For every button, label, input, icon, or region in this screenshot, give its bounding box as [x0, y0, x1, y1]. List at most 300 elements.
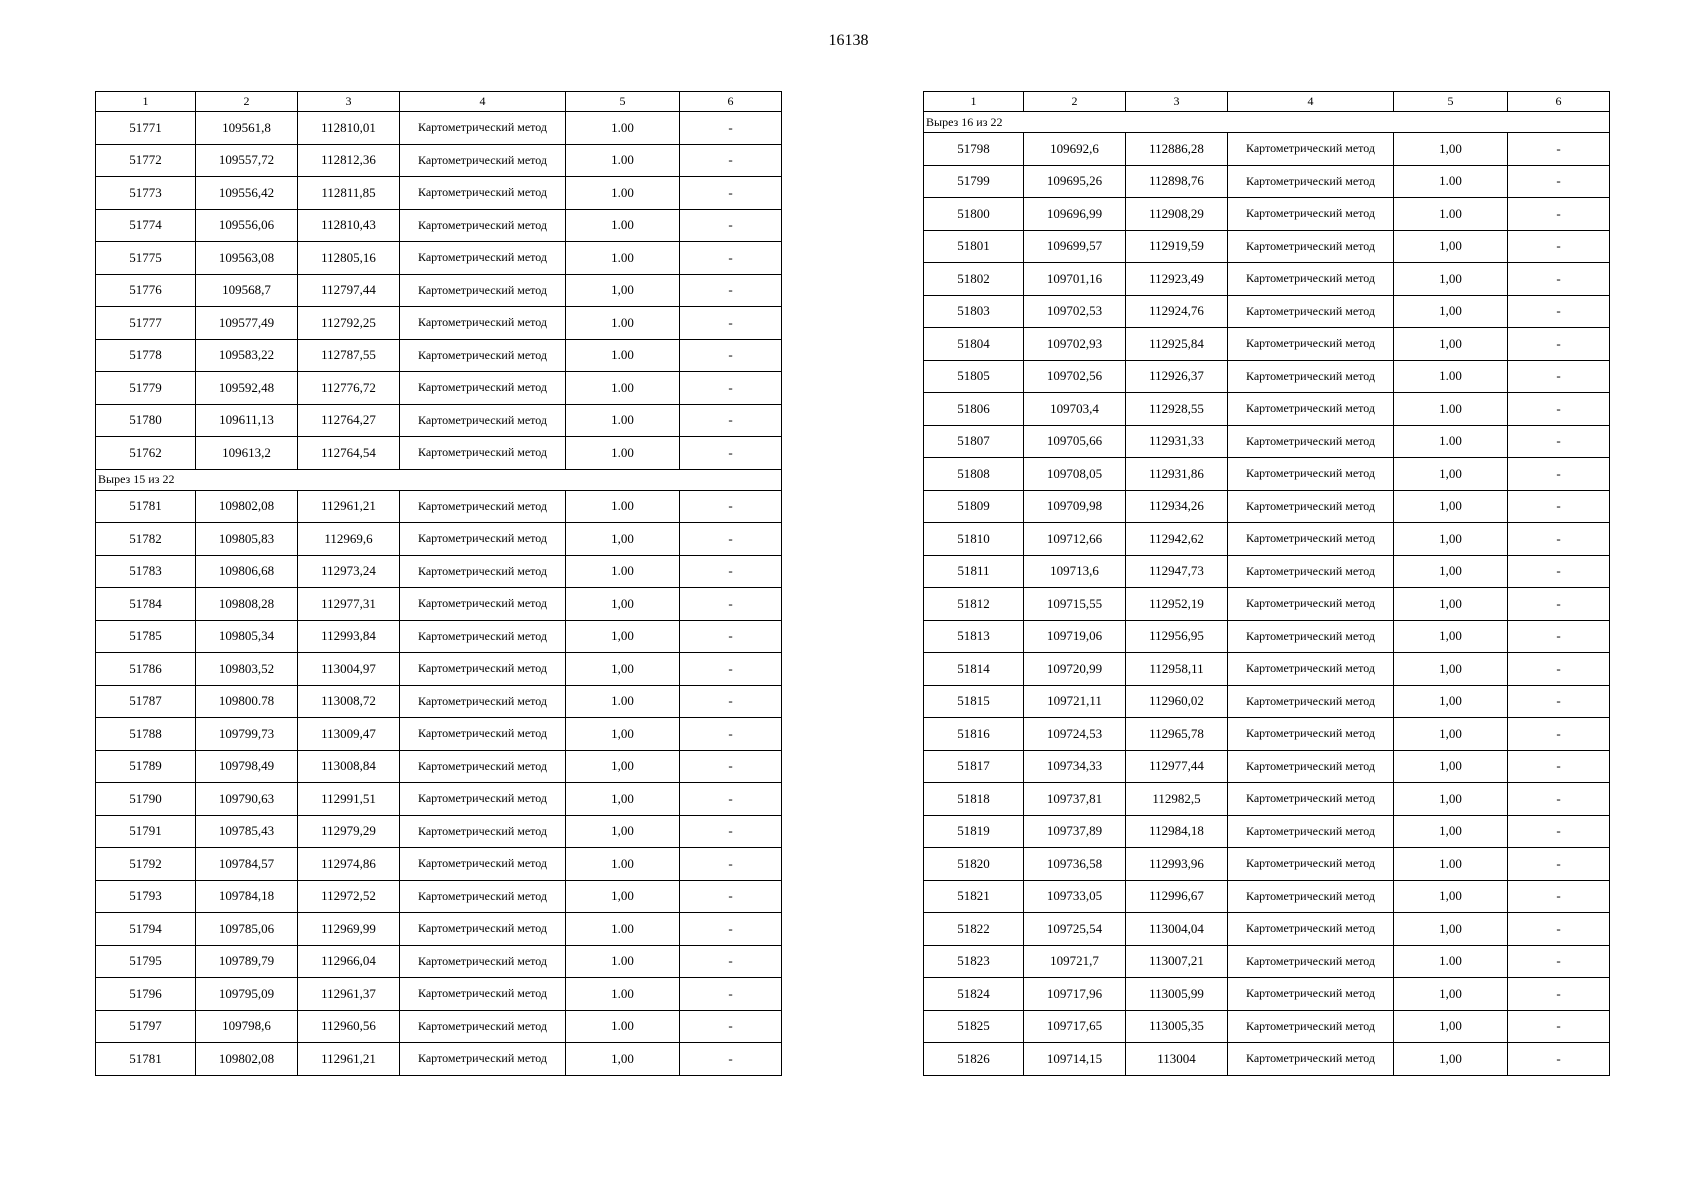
x-coordinate-cell: 109800.78 [196, 685, 298, 718]
description-cell: - [1508, 490, 1610, 523]
y-coordinate-cell: 112923,49 [1126, 263, 1228, 296]
section-label: Вырез 16 из 22 [924, 112, 1610, 133]
point-number-cell: 51824 [924, 978, 1024, 1011]
description-cell: - [1508, 848, 1610, 881]
table-row [924, 198, 1610, 231]
x-coordinate-cell: 109705,66 [1024, 425, 1126, 458]
y-coordinate-cell: 112919,59 [1126, 230, 1228, 263]
accuracy-cell: 1,00 [1394, 653, 1508, 686]
description-cell: - [680, 404, 782, 437]
point-number-cell: 51816 [924, 718, 1024, 751]
description-cell: - [680, 880, 782, 913]
accuracy-cell: 1.00 [566, 490, 680, 523]
point-number-cell: 51775 [96, 242, 196, 275]
x-coordinate-cell: 109611,13 [196, 404, 298, 437]
method-cell: Картометрический метод [400, 339, 566, 372]
method-cell: Картометрический метод [400, 372, 566, 405]
x-coordinate-cell: 109808,28 [196, 588, 298, 621]
point-number-cell: 51792 [96, 848, 196, 881]
table-row [924, 393, 1610, 426]
description-cell: - [1508, 165, 1610, 198]
point-number-cell: 51815 [924, 685, 1024, 718]
y-coordinate-cell: 112925,84 [1126, 328, 1228, 361]
accuracy-cell: 1.00 [566, 978, 680, 1011]
y-coordinate-cell: 112958,11 [1126, 653, 1228, 686]
table-row [96, 274, 782, 307]
y-coordinate-cell: 112973,24 [298, 555, 400, 588]
y-coordinate-cell: 112764,27 [298, 404, 400, 437]
x-coordinate-cell: 109798,49 [196, 750, 298, 783]
description-cell: - [680, 750, 782, 783]
method-cell: Картометрический метод [1228, 1043, 1394, 1076]
description-cell: - [680, 848, 782, 881]
method-cell: Картометрический метод [1228, 198, 1394, 231]
description-cell: - [1508, 750, 1610, 783]
x-coordinate-cell: 109725,54 [1024, 913, 1126, 946]
description-cell: - [1508, 523, 1610, 556]
y-coordinate-cell: 112931,86 [1126, 458, 1228, 491]
x-coordinate-cell: 109561,8 [196, 112, 298, 145]
table-row [96, 588, 782, 621]
y-coordinate-cell: 113009,47 [298, 718, 400, 751]
y-coordinate-cell: 112965,78 [1126, 718, 1228, 751]
method-cell: Картометрический метод [400, 274, 566, 307]
x-coordinate-cell: 109805,83 [196, 523, 298, 556]
accuracy-cell: 1,00 [1394, 555, 1508, 588]
accuracy-cell: 1.00 [566, 339, 680, 372]
table-row [924, 1043, 1610, 1076]
description-cell: - [1508, 588, 1610, 621]
point-number-cell: 51819 [924, 815, 1024, 848]
accuracy-cell: 1.00 [566, 112, 680, 145]
point-number-cell: 51807 [924, 425, 1024, 458]
method-cell: Картометрический метод [1228, 718, 1394, 751]
point-number-cell: 51788 [96, 718, 196, 751]
y-coordinate-cell: 112961,21 [298, 1043, 400, 1076]
x-coordinate-cell: 109795,09 [196, 978, 298, 1011]
column-header-2: 2 [1024, 92, 1126, 112]
point-number-cell: 51812 [924, 588, 1024, 621]
description-cell: - [680, 718, 782, 751]
description-cell: - [680, 372, 782, 405]
point-number-cell: 51762 [96, 437, 196, 470]
accuracy-cell: 1,00 [566, 523, 680, 556]
column-header-6: 6 [680, 92, 782, 112]
x-coordinate-cell: 109790,63 [196, 783, 298, 816]
description-cell: - [1508, 458, 1610, 491]
x-coordinate-cell: 109798,6 [196, 1010, 298, 1043]
table-row [924, 555, 1610, 588]
description-cell: - [680, 815, 782, 848]
point-number-cell: 51814 [924, 653, 1024, 686]
table-row [96, 880, 782, 913]
y-coordinate-cell: 113004,04 [1126, 913, 1228, 946]
description-cell: - [680, 307, 782, 340]
description-cell: - [680, 490, 782, 523]
method-cell: Картометрический метод [400, 978, 566, 1011]
x-coordinate-cell: 109709,98 [1024, 490, 1126, 523]
y-coordinate-cell: 112942,62 [1126, 523, 1228, 556]
accuracy-cell: 1,00 [1394, 978, 1508, 1011]
accuracy-cell: 1.00 [566, 404, 680, 437]
point-number-cell: 51790 [96, 783, 196, 816]
y-coordinate-cell: 112947,73 [1126, 555, 1228, 588]
method-cell: Картометрический метод [400, 523, 566, 556]
description-cell: - [680, 112, 782, 145]
x-coordinate-cell: 109703,4 [1024, 393, 1126, 426]
x-coordinate-cell: 109557,72 [196, 144, 298, 177]
section-row [924, 112, 1610, 133]
method-cell: Картометрический метод [1228, 588, 1394, 621]
table-row [924, 783, 1610, 816]
description-cell: - [1508, 230, 1610, 263]
accuracy-cell: 1,00 [1394, 880, 1508, 913]
table-row [924, 230, 1610, 263]
column-header-3: 3 [1126, 92, 1228, 112]
accuracy-cell: 1.00 [566, 945, 680, 978]
accuracy-cell: 1.00 [1394, 198, 1508, 231]
y-coordinate-cell: 112993,84 [298, 620, 400, 653]
description-cell: - [680, 437, 782, 470]
point-number-cell: 51804 [924, 328, 1024, 361]
accuracy-cell: 1,00 [1394, 328, 1508, 361]
method-cell: Картометрический метод [400, 653, 566, 686]
x-coordinate-cell: 109734,33 [1024, 750, 1126, 783]
method-cell: Картометрический метод [400, 404, 566, 437]
x-coordinate-cell: 109785,43 [196, 815, 298, 848]
method-cell: Картометрический метод [400, 112, 566, 145]
y-coordinate-cell: 112776,72 [298, 372, 400, 405]
point-number-cell: 51797 [96, 1010, 196, 1043]
description-cell: - [680, 177, 782, 210]
y-coordinate-cell: 112792,25 [298, 307, 400, 340]
section-row [96, 469, 782, 490]
point-number-cell: 51825 [924, 1010, 1024, 1043]
point-number-cell: 51777 [96, 307, 196, 340]
accuracy-cell: 1.00 [566, 177, 680, 210]
x-coordinate-cell: 109712,66 [1024, 523, 1126, 556]
accuracy-cell: 1.00 [566, 242, 680, 275]
description-cell: - [1508, 295, 1610, 328]
method-cell: Картометрический метод [1228, 750, 1394, 783]
y-coordinate-cell: 112956,95 [1126, 620, 1228, 653]
accuracy-cell: 1,00 [1394, 620, 1508, 653]
y-coordinate-cell: 113004 [1126, 1043, 1228, 1076]
description-cell: - [1508, 978, 1610, 1011]
x-coordinate-cell: 109692,6 [1024, 133, 1126, 166]
method-cell: Картометрический метод [1228, 880, 1394, 913]
point-number-cell: 51781 [96, 490, 196, 523]
description-cell: - [680, 978, 782, 1011]
y-coordinate-cell: 112991,51 [298, 783, 400, 816]
point-number-cell: 51782 [96, 523, 196, 556]
method-cell: Картометрический метод [1228, 815, 1394, 848]
table-row [924, 458, 1610, 491]
table-row [924, 425, 1610, 458]
method-cell: Картометрический метод [1228, 848, 1394, 881]
accuracy-cell: 1,00 [1394, 913, 1508, 946]
description-cell: - [1508, 328, 1610, 361]
point-number-cell: 51776 [96, 274, 196, 307]
description-cell: - [680, 144, 782, 177]
x-coordinate-cell: 109802,08 [196, 490, 298, 523]
accuracy-cell: 1.00 [1394, 425, 1508, 458]
y-coordinate-cell: 112952,19 [1126, 588, 1228, 621]
y-coordinate-cell: 112972,52 [298, 880, 400, 913]
table-row [924, 653, 1610, 686]
point-number-cell: 51784 [96, 588, 196, 621]
header-row [924, 92, 1610, 112]
y-coordinate-cell: 112974,86 [298, 848, 400, 881]
description-cell: - [680, 1010, 782, 1043]
point-number-cell: 51787 [96, 685, 196, 718]
table-row [924, 815, 1610, 848]
x-coordinate-cell: 109717,65 [1024, 1010, 1126, 1043]
y-coordinate-cell: 112979,29 [298, 815, 400, 848]
table-row [924, 685, 1610, 718]
point-number-cell: 51826 [924, 1043, 1024, 1076]
method-cell: Картометрический метод [400, 490, 566, 523]
description-cell: - [1508, 718, 1610, 751]
table-row [924, 880, 1610, 913]
table-body [96, 112, 782, 1076]
description-cell: - [680, 783, 782, 816]
method-cell: Картометрический метод [400, 588, 566, 621]
table-row [96, 718, 782, 751]
column-header-5: 5 [566, 92, 680, 112]
x-coordinate-cell: 109785,06 [196, 913, 298, 946]
accuracy-cell: 1,00 [1394, 750, 1508, 783]
table-row [96, 1043, 782, 1076]
accuracy-cell: 1.00 [1394, 848, 1508, 881]
y-coordinate-cell: 112996,67 [1126, 880, 1228, 913]
x-coordinate-cell: 109721,7 [1024, 945, 1126, 978]
description-cell: - [1508, 783, 1610, 816]
point-number-cell: 51783 [96, 555, 196, 588]
x-coordinate-cell: 109784,57 [196, 848, 298, 881]
x-coordinate-cell: 109702,93 [1024, 328, 1126, 361]
point-number-cell: 51810 [924, 523, 1024, 556]
x-coordinate-cell: 109719,06 [1024, 620, 1126, 653]
table-row [96, 490, 782, 523]
point-number-cell: 51774 [96, 209, 196, 242]
method-cell: Картометрический метод [400, 815, 566, 848]
accuracy-cell: 1,00 [1394, 263, 1508, 296]
accuracy-cell: 1.00 [1394, 360, 1508, 393]
accuracy-cell: 1.00 [566, 913, 680, 946]
x-coordinate-cell: 109714,15 [1024, 1043, 1126, 1076]
accuracy-cell: 1.00 [566, 144, 680, 177]
description-cell: - [1508, 880, 1610, 913]
accuracy-cell: 1.00 [566, 307, 680, 340]
table-row [924, 263, 1610, 296]
y-coordinate-cell: 112810,43 [298, 209, 400, 242]
description-cell: - [1508, 685, 1610, 718]
column-header-4: 4 [400, 92, 566, 112]
table-row [96, 523, 782, 556]
table-row [96, 978, 782, 1011]
description-cell: - [680, 209, 782, 242]
table-row [96, 913, 782, 946]
method-cell: Картометрический метод [1228, 978, 1394, 1011]
table-row [96, 653, 782, 686]
description-cell: - [680, 1043, 782, 1076]
x-coordinate-cell: 109805,34 [196, 620, 298, 653]
point-number-cell: 51798 [924, 133, 1024, 166]
description-cell: - [1508, 360, 1610, 393]
method-cell: Картометрический метод [1228, 555, 1394, 588]
accuracy-cell: 1,00 [566, 1043, 680, 1076]
y-coordinate-cell: 113008,84 [298, 750, 400, 783]
method-cell: Картометрический метод [400, 1043, 566, 1076]
table-row [924, 1010, 1610, 1043]
method-cell: Картометрический метод [1228, 913, 1394, 946]
method-cell: Картометрический метод [400, 209, 566, 242]
accuracy-cell: 1,00 [566, 620, 680, 653]
method-cell: Картометрический метод [1228, 328, 1394, 361]
y-coordinate-cell: 112961,37 [298, 978, 400, 1011]
description-cell: - [680, 685, 782, 718]
point-number-cell: 51808 [924, 458, 1024, 491]
point-number-cell: 51773 [96, 177, 196, 210]
column-header-2: 2 [196, 92, 298, 112]
coordinates-table-right [923, 91, 1610, 1076]
table-row [96, 339, 782, 372]
method-cell: Картометрический метод [400, 620, 566, 653]
method-cell: Картометрический метод [400, 144, 566, 177]
table-row [924, 913, 1610, 946]
method-cell: Картометрический метод [400, 750, 566, 783]
table-row [924, 165, 1610, 198]
y-coordinate-cell: 113005,35 [1126, 1010, 1228, 1043]
table-row [96, 307, 782, 340]
y-coordinate-cell: 112928,55 [1126, 393, 1228, 426]
table-row [924, 978, 1610, 1011]
x-coordinate-cell: 109799,73 [196, 718, 298, 751]
method-cell: Картометрический метод [1228, 1010, 1394, 1043]
point-number-cell: 51800 [924, 198, 1024, 231]
method-cell: Картометрический метод [400, 685, 566, 718]
table-header [924, 92, 1610, 112]
accuracy-cell: 1,00 [1394, 230, 1508, 263]
x-coordinate-cell: 109701,16 [1024, 263, 1126, 296]
x-coordinate-cell: 109737,81 [1024, 783, 1126, 816]
accuracy-cell: 1,00 [1394, 523, 1508, 556]
x-coordinate-cell: 109803,52 [196, 653, 298, 686]
accuracy-cell: 1,00 [1394, 1043, 1508, 1076]
method-cell: Картометрический метод [1228, 685, 1394, 718]
description-cell: - [1508, 815, 1610, 848]
y-coordinate-cell: 112960,56 [298, 1010, 400, 1043]
accuracy-cell: 1.00 [566, 685, 680, 718]
accuracy-cell: 1,00 [566, 718, 680, 751]
accuracy-cell: 1,00 [566, 815, 680, 848]
point-number-cell: 51811 [924, 555, 1024, 588]
point-number-cell: 51805 [924, 360, 1024, 393]
description-cell: - [680, 913, 782, 946]
x-coordinate-cell: 109736,58 [1024, 848, 1126, 881]
accuracy-cell: 1.00 [566, 209, 680, 242]
x-coordinate-cell: 109737,89 [1024, 815, 1126, 848]
y-coordinate-cell: 112805,16 [298, 242, 400, 275]
table-row [96, 685, 782, 718]
point-number-cell: 51771 [96, 112, 196, 145]
y-coordinate-cell: 112977,31 [298, 588, 400, 621]
method-cell: Картометрический метод [1228, 295, 1394, 328]
method-cell: Картометрический метод [1228, 165, 1394, 198]
description-cell: - [680, 242, 782, 275]
method-cell: Картометрический метод [1228, 425, 1394, 458]
method-cell: Картометрический метод [400, 177, 566, 210]
point-number-cell: 51789 [96, 750, 196, 783]
column-header-3: 3 [298, 92, 400, 112]
column-header-5: 5 [1394, 92, 1508, 112]
table-row [924, 133, 1610, 166]
header-row [96, 92, 782, 112]
y-coordinate-cell: 112966,04 [298, 945, 400, 978]
method-cell: Картометрический метод [400, 242, 566, 275]
point-number-cell: 51786 [96, 653, 196, 686]
table-row [96, 112, 782, 145]
accuracy-cell: 1,00 [566, 880, 680, 913]
method-cell: Картометрический метод [1228, 945, 1394, 978]
x-coordinate-cell: 109717,96 [1024, 978, 1126, 1011]
y-coordinate-cell: 112797,44 [298, 274, 400, 307]
x-coordinate-cell: 109724,53 [1024, 718, 1126, 751]
method-cell: Картометрический метод [1228, 133, 1394, 166]
point-number-cell: 51796 [96, 978, 196, 1011]
x-coordinate-cell: 109583,22 [196, 339, 298, 372]
point-number-cell: 51806 [924, 393, 1024, 426]
accuracy-cell: 1.00 [566, 1010, 680, 1043]
y-coordinate-cell: 112969,99 [298, 913, 400, 946]
method-cell: Картометрический метод [1228, 783, 1394, 816]
method-cell: Картометрический метод [1228, 653, 1394, 686]
x-coordinate-cell: 109715,55 [1024, 588, 1126, 621]
y-coordinate-cell: 112810,01 [298, 112, 400, 145]
point-number-cell: 51779 [96, 372, 196, 405]
point-number-cell: 51780 [96, 404, 196, 437]
x-coordinate-cell: 109784,18 [196, 880, 298, 913]
y-coordinate-cell: 113008,72 [298, 685, 400, 718]
x-coordinate-cell: 109568,7 [196, 274, 298, 307]
method-cell: Картометрический метод [400, 555, 566, 588]
point-number-cell: 51793 [96, 880, 196, 913]
y-coordinate-cell: 112982,5 [1126, 783, 1228, 816]
method-cell: Картометрический метод [1228, 620, 1394, 653]
column-header-1: 1 [924, 92, 1024, 112]
accuracy-cell: 1,00 [566, 588, 680, 621]
x-coordinate-cell: 109556,42 [196, 177, 298, 210]
point-number-cell: 51802 [924, 263, 1024, 296]
table-row [96, 555, 782, 588]
accuracy-cell: 1,00 [566, 274, 680, 307]
y-coordinate-cell: 112764,54 [298, 437, 400, 470]
method-cell: Картометрический метод [400, 1010, 566, 1043]
description-cell: - [1508, 393, 1610, 426]
table-row [96, 783, 782, 816]
x-coordinate-cell: 109613,2 [196, 437, 298, 470]
x-coordinate-cell: 109721,11 [1024, 685, 1126, 718]
table-row [924, 945, 1610, 978]
point-number-cell: 51821 [924, 880, 1024, 913]
description-cell: - [1508, 1010, 1610, 1043]
description-cell: - [680, 653, 782, 686]
column-header-4: 4 [1228, 92, 1394, 112]
description-cell: - [1508, 263, 1610, 296]
x-coordinate-cell: 109696,99 [1024, 198, 1126, 231]
y-coordinate-cell: 112898,76 [1126, 165, 1228, 198]
